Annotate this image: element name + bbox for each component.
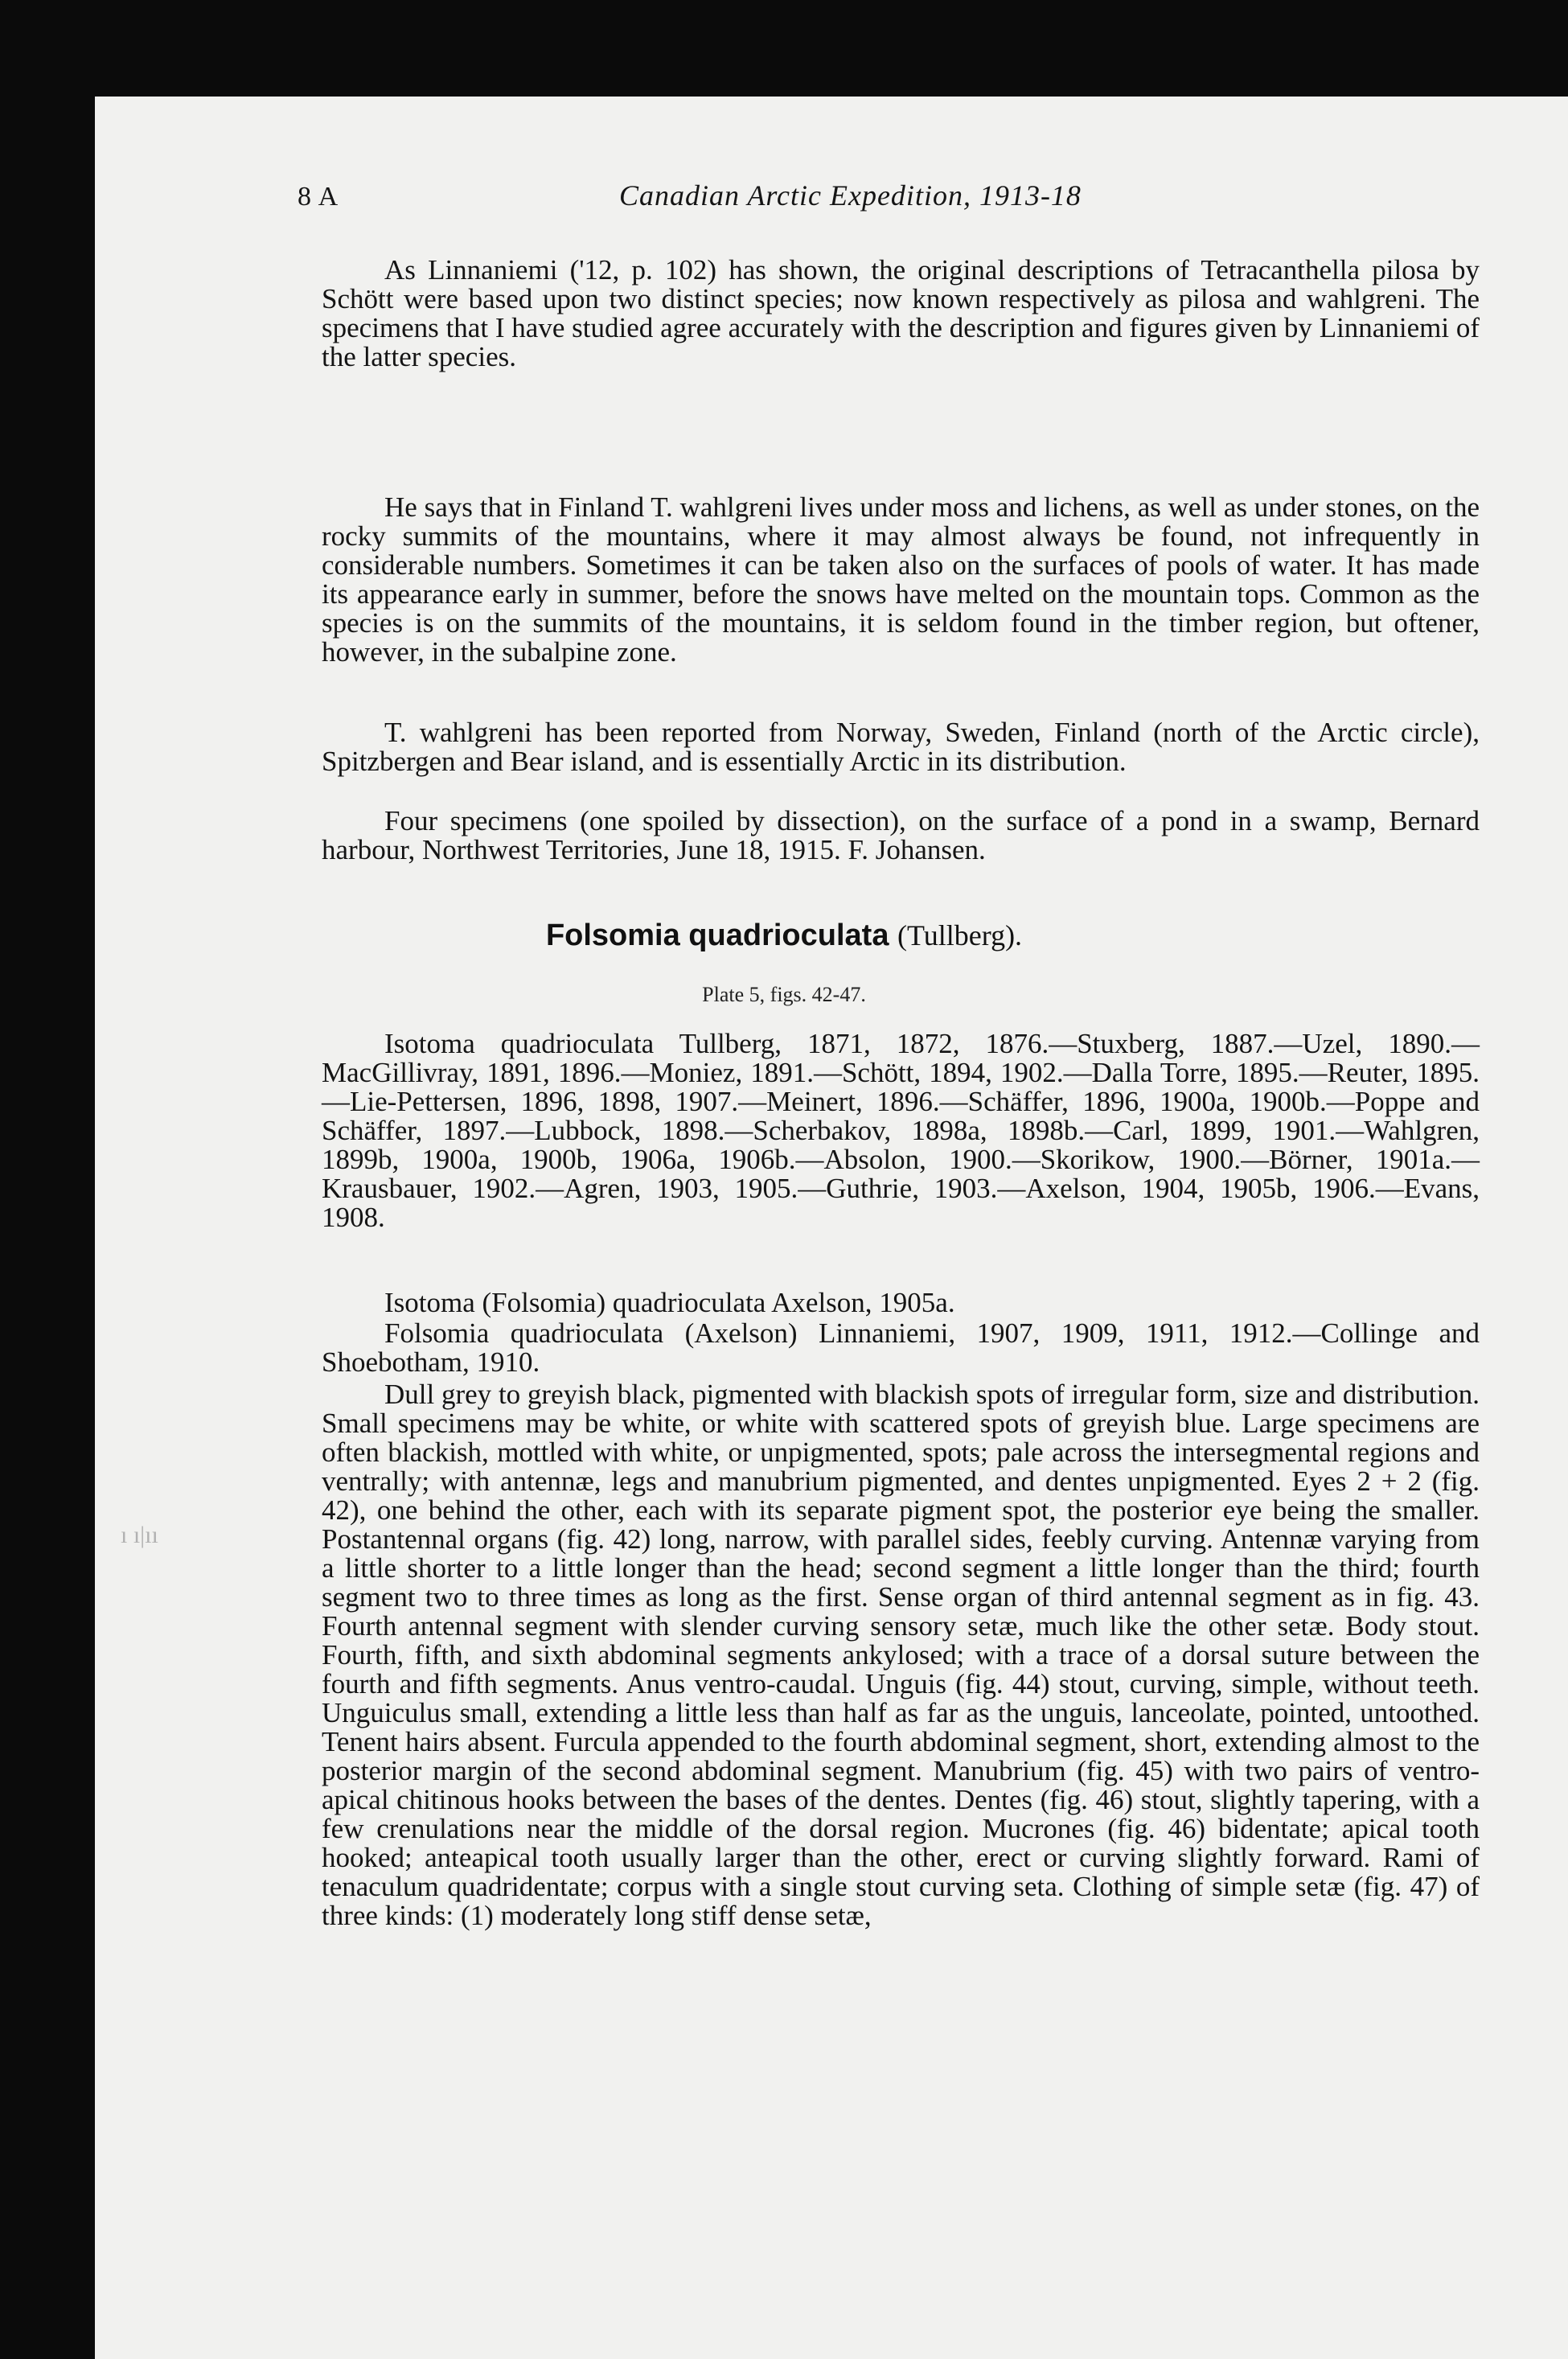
paragraph-description: Dull grey to greyish black, pigmented with blackish spots of irregular form, size and distribution. Small specimens may be white, or white with scattered spots of greyish blue. Large specimens are often blackish, mottled with white, or unpigmented, spots; pale across the intersegmental regions and ventrally; with antennæ, legs and manubrium pigmented, and dentes unpigmented. Eyes 2 + 2 (fig. 42), one behind the other, each with its separate pigment spot, the posterior eye being the smaller. Postantennal organs (fig. 42) long, narrow, with parallel sides, feebly curving. Antennæ varying from a little shorter to a little longer than the head; second segment a little longer than the third; fourth segment two to three times as long as the first. Sense organ of third antennal segment as in fig. 43. Fourth antennal segment with slender curving sensory setæ, much like the other setæ. Body stout. Fourth, fifth, and sixth abdominal segments ankylosed; with a trace of a dorsal suture between the fourth and fifth segments. Anus ventro-caudal. Unguis (fig. 44) stout, curving, simple, without teeth. Unguiculus small, extending a little less than half as far as the unguis, lanceolate, pointed, untoothed. Tenent hairs absent. Furcula appended to the fourth abdominal segment, short, extending almost to the posterior margin of the second abdominal segment. Manubrium (fig. 45) with two pairs of ventro-apical chitinous hooks between the bases of the dentes. Dentes (fig. 46) stout, slightly tapering, with a few crenulations near the middle of the dorsal region. Mucrones (fig. 46) bidentate; apical tooth hooked; anteapical tooth usually larger than the other, erect or curving slightly forward. Rami of tenaculum quadridentate; corpus with a single stout curving seta. Clothing of simple setæ (fig. 47) of three kinds: (1) moderately long stiff dense setæ, [322,1379,1480,1931]
species-name: Folsomia quadrioculata [545,919,889,952]
synonymy-isotoma-folsomia: Isotoma (Folsomia) quadrioculata Axelson, 1905a. [384,1287,955,1318]
page-header [298,179,1480,227]
paragraph-distribution: T. wahlgreni has been reported from Norway, Sweden, Finland (north of the Arctic circle), Spitzbergen and Bear island, and is essentially Arctic in its distribution. [322,717,1480,777]
paragraph-specimens: Four specimens (one spoiled by dissection), on the surface of a pond in a swamp, Bernard harbour, Northwest Territories, June 18, 1915. F. Johansen. [322,805,1480,865]
paragraph-linnaniemi: As Linnaniemi ('12, p. 102) has shown, the original descriptions of Tetracanthella pilosa by Schött were based upon two distinct species; now known respectively as pilosa and wahlgreni. The specimens that I have studied agree accurately with the description and figures given by Linnaniemi of the latter species. [322,254,1480,372]
plate-reference: Plate 5, figs. 42-47. [702,983,866,1006]
synonymy-folsomia: Folsomia quadrioculata (Axelson) Linnaniemi, 1907, 1909, 1911, 1912.—Collinge and Shoebotham, 1910. [322,1317,1480,1378]
scan-artifact: ı ı|ıı [121,1522,158,1548]
species-author: (Tullberg). [897,919,1023,951]
running-title: Canadian Arctic Expedition, 1913-18 [619,179,1082,212]
synonymy-isotoma: Isotoma quadrioculata Tullberg, 1871, 1872, 1876.—Stuxberg, 1887.—Uzel, 1890.—MacGillivray, 1891, 1896.—Moniez, 1891.—Schött, 1894, 1902.—Dalla Torre, 1895.—Reuter, 1895.—Lie-Pettersen, 1896, 1898, 1907.—Meinert, 1896.—Schäffer, 1896, 1900a, 1900b.—Poppe and Schäffer, 1897.—Lubbock, 1898.—Scherbakov, 1898a, 1898b.—Carl, 1899, 1901.—Wahlgren, 1899b, 1900a, 1900b, 1906a, 1906b.—Absolon, 1900.—Skorikow, 1900.—Börner, 1901a.—Krausbauer, 1902.—Agren, 1903, 1905.—Guthrie, 1903.—Axelson, 1904, 1905b, 1906.—Evans, 1908. [322,1028,1480,1233]
page-number: 8 A [298,182,339,212]
species-heading [0,919,1568,953]
paragraph-habitat: He says that in Finland T. wahlgreni lives under moss and lichens, as well as under stones, on the rocky summits of the mountains, where it may almost always be found, not infrequently in considerable numbers. Sometimes it can be taken also on the surfaces of pools of water. It has made its appearance early in summer, before the snows have melted on the mountain tops. Common as the species is on the summits of the mountains, it is seldom found in the timber region, but oftener, however, in the subalpine zone. [322,491,1480,668]
